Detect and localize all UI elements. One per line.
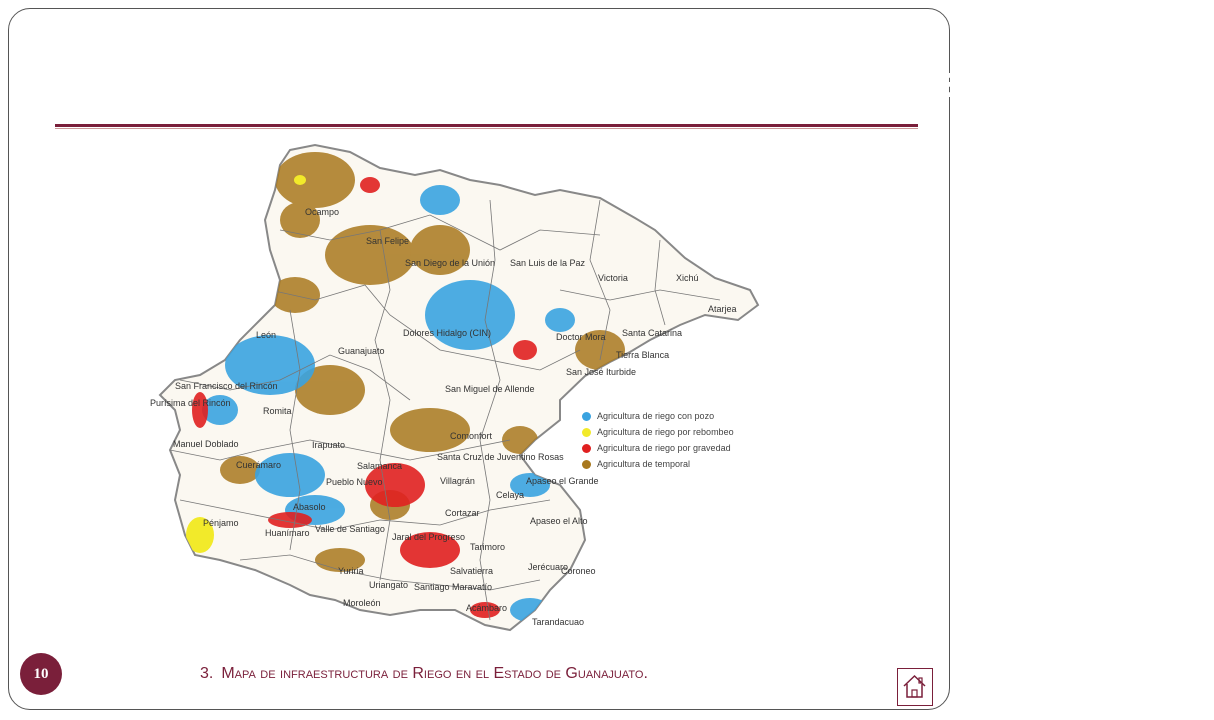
place-label: Salvatierra: [450, 566, 494, 576]
place-label: Victoria: [598, 273, 628, 283]
place-label: Moroleón: [343, 598, 381, 608]
legend-item: [582, 408, 734, 424]
legend-swatch: [582, 460, 591, 469]
place-label: Celaya: [496, 490, 525, 500]
place-label: Yuriria: [338, 566, 364, 576]
place-label: Guanajuato: [338, 346, 385, 356]
slide-title-text: INFRAESTRUCTURA DE RIEGO EN EL ESTADO DE GUANAJUATO: [50, 66, 1214, 105]
slide-title: [50, 66, 1214, 105]
place-label: Huanímaro: [265, 528, 310, 538]
place-label: San José Iturbide: [566, 367, 637, 377]
place-label: Purísima del Rincón: [150, 398, 231, 408]
place-label: Pénjamo: [203, 518, 239, 528]
place-label: Cortazar: [445, 508, 480, 518]
place-label: Valle de Santiago: [315, 524, 385, 534]
place-label: San Diego de la Unión: [405, 258, 496, 268]
title-underline: [55, 124, 918, 127]
place-label: Xichú: [676, 273, 699, 283]
title-underline-thin: [55, 128, 918, 129]
place-label: Jerécuaro: [528, 562, 569, 572]
place-label: Tarandacuao: [532, 617, 585, 627]
place-label: Dolores Hidalgo (CIN): [403, 328, 492, 338]
place-label: San Francisco del Rincón: [175, 381, 278, 391]
place-label: Jaral del Progreso: [392, 532, 466, 542]
place-label: Doctor Mora: [556, 332, 606, 342]
legend-item: [582, 424, 734, 440]
place-label: Santa Catarina: [622, 328, 683, 338]
place-label: Apaseo el Alto: [530, 516, 588, 526]
legend-item: [582, 440, 734, 456]
place-label: León: [256, 330, 277, 340]
place-label: Apaseo el Grande: [526, 476, 599, 486]
legend-swatch: [582, 428, 591, 437]
place-label: San Felipe: [366, 236, 410, 246]
place-label: Irapuato: [312, 440, 346, 450]
place-label: Comonfort: [450, 431, 493, 441]
legend-label: Agricultura de riego por gravedad: [597, 443, 731, 453]
page-number: 10: [20, 653, 62, 695]
place-label: Manuel Doblado: [173, 439, 239, 449]
legend-swatch: [582, 412, 591, 421]
place-label: Coroneo: [561, 566, 596, 576]
home-button[interactable]: [897, 668, 933, 706]
place-label: San Miguel de Allende: [445, 384, 535, 394]
place-label: Villagrán: [440, 476, 475, 486]
place-label: Atarjea: [708, 304, 737, 314]
legend-swatch: [582, 444, 591, 453]
legend-label: Agricultura de riego con pozo: [597, 411, 715, 421]
place-label: Tierra Blanca: [616, 350, 670, 360]
map-legend: [582, 408, 734, 472]
place-label: Santa Cruz de Juventino Rosas: [437, 452, 564, 462]
place-label: Santiago Maravatío: [414, 582, 493, 592]
place-label: Ocampo: [305, 207, 340, 217]
home-icon: [898, 669, 931, 704]
place-label: San Luis de la Paz: [510, 258, 586, 268]
place-label: Acámbaro: [466, 603, 508, 613]
figure-caption: [200, 665, 648, 683]
place-label: Tarimoro: [470, 542, 506, 552]
legend-item: [582, 456, 734, 472]
caption-text: Mapa de infraestructura de Riego en el Estado de Guanajuato.: [221, 665, 648, 682]
place-label: Romita: [263, 406, 292, 416]
place-label: Salamanca: [357, 461, 403, 471]
place-label: Pueblo Nuevo: [326, 477, 383, 487]
legend-label: Agricultura de temporal: [597, 459, 691, 469]
place-label: Abasolo: [293, 502, 326, 512]
place-label: Cuerámaro: [236, 460, 282, 470]
caption-number: 3.: [200, 665, 214, 682]
legend-label: Agricultura de riego por rebombeo: [597, 427, 734, 437]
place-label: Uriangato: [369, 580, 409, 590]
